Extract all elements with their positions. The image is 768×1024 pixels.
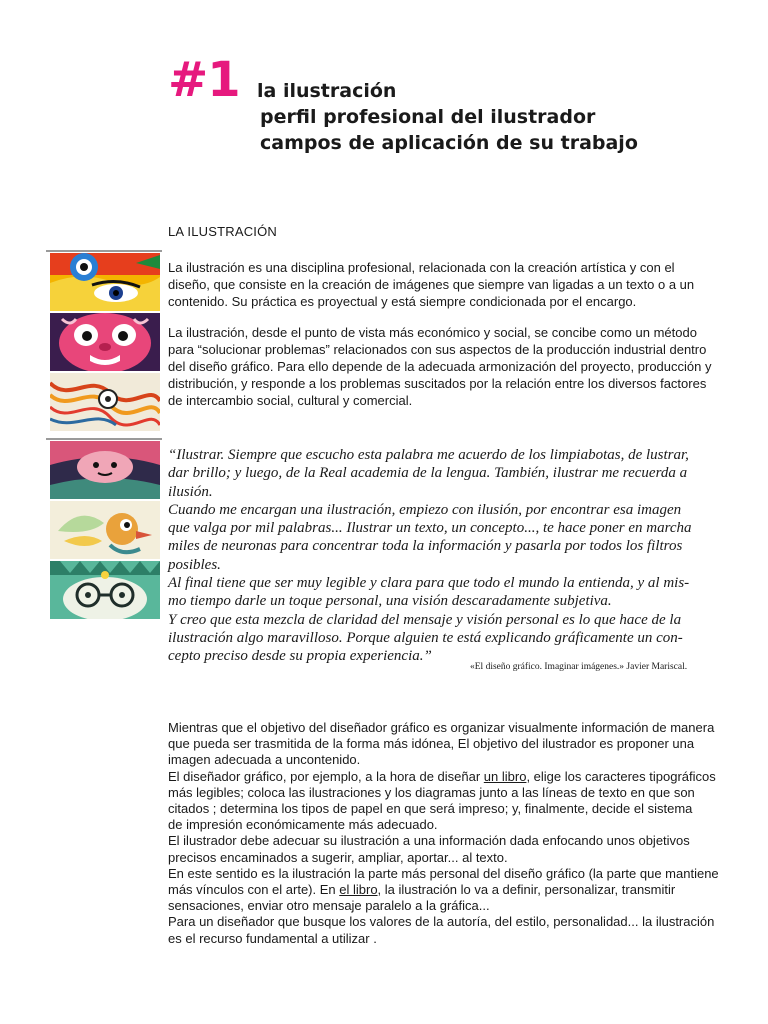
text-line: El ilustrador debe adecuar su ilustración a una información dada enfocando unos objetivos [168, 833, 690, 849]
divider-rule [46, 250, 162, 252]
text-line: distribución, y responde a los problemas suscitados por la relación entre los diversos factores [168, 376, 707, 391]
text-line: para “solucionar problemas” relacionados con sus aspectos de la producción industrial dentro [168, 342, 707, 357]
text-segment: , la ilustración lo va a definir, personalizar, transmitir [377, 882, 676, 898]
section-title: LA ILUSTRACIÓN [168, 224, 277, 239]
text-line: La ilustración es una disciplina profesional, relacionada con la creación artística y con el [168, 260, 675, 275]
text-line: precisos encaminados a sugerir, ampliar, aportar... al texto. [168, 849, 508, 865]
quote-line: Y creo que esta mezcla de claridad del mensaje y visión personal es lo que hace de la [168, 611, 682, 628]
quote-line: mo tiempo darle un toque personal, una visión descaradamente subjetiva. [168, 593, 612, 610]
header-line-1: la ilustración [257, 80, 397, 102]
text-line [168, 882, 728, 898]
text-line: Mientras que el objetivo del diseñador gráfico es organizar visualmente información de manera [168, 720, 715, 735]
quote-line: ilustración algo maravilloso. Porque alguien te está explicando gráficamente un con- [168, 629, 683, 646]
text-line: es el recurso fundamental a utilizar . [168, 930, 377, 946]
text-line: En este sentido es la ilustración la parte más personal del diseño gráfico (la parte que mantiene [168, 865, 719, 881]
illustration-thumbnail-mask-face [50, 313, 160, 371]
quote-citation: «El diseño gráfico. Imaginar imágenes.» Javier Mariscal. [470, 662, 688, 672]
quote-line: Al final tiene que ser muy legible y clara para que todo el mundo la entienda, y al mis- [168, 575, 690, 592]
illustration-thumbnail-glasses-face [50, 561, 160, 619]
quote-line: miles de neuronas para concentrar toda la información y pasarla por todos los filtros [168, 538, 683, 555]
quote-line: posibles. [168, 556, 221, 573]
header-line-2: perfil profesional del ilustrador [260, 106, 596, 128]
mariscal-quote [168, 446, 728, 666]
text-line: citados ; determina los tipos de papel en que será impreso; y, finalmente, decide el sistema [168, 801, 693, 817]
divider-rule [46, 438, 162, 440]
illustration-thumbnail-tangle [50, 373, 160, 431]
un-libro-link[interactable]: un libro [483, 768, 527, 784]
quote-line: ilusión. [168, 483, 213, 500]
illustration-thumbnail-bird [50, 501, 160, 559]
text-line: más legibles; coloca las ilustraciones y los diagramas junto a las líneas de texto en que son [168, 784, 695, 800]
intro-paragraph-2 [168, 324, 718, 409]
text-line: de impresión económicamente más adecuado. [168, 817, 438, 833]
text-line: sensaciones, enviar otro mensaje paralelo a la gráfica... [168, 898, 490, 914]
text-line: La ilustración, desde el punto de vista más económico y social, se concibe como un método [168, 325, 697, 340]
text-line: que pueda ser trasmitida de la forma más idónea, El objetivo del ilustrador es proponer una [168, 736, 695, 752]
text-line: de intercambio social, cultural y comercial. [168, 393, 413, 408]
illustration-thumbnail-upside-face [50, 441, 160, 499]
intro-paragraph-1 [168, 259, 718, 310]
header-line-3: campos de aplicación de su trabajo [260, 132, 638, 154]
illustration-thumbnail-eye [50, 253, 160, 311]
quote-line: dar brillo; y luego, de la Real academia de la lengua. También, ilustrar me recuerda a [168, 465, 688, 482]
quote-line: “Ilustrar. Siempre que escucho esta palabra me acuerdo de los limpiabotas, de lustrar, [168, 447, 689, 463]
text-line: del diseño gráfico. Para ello depende de la adecuada armonización del proyecto, producción y [168, 359, 712, 374]
text-line [168, 769, 728, 785]
el-libro-link[interactable]: el libro [339, 882, 378, 898]
quote-line: que valga por mil palabras... Ilustrar un texto, un concepto..., te hace poner en marcha [168, 520, 692, 537]
text-line: diseño, que consiste en la creación de imágenes que siempre van ligadas a un texto o a un [168, 277, 695, 292]
chapter-number: #1 [168, 52, 240, 108]
text-segment: , elige los caracteres tipográficos [526, 768, 716, 784]
text-line: Para un diseñador que busque los valores de la autoría, del estilo, personalidad... la ilustración [168, 914, 715, 930]
text-line: contenido. Su práctica es proyectual y está siempre condicionada por el encargo. [168, 294, 637, 309]
text-segment: más vínculos con el arte). En [168, 882, 340, 898]
body-text [168, 720, 728, 947]
text-segment: El diseñador gráfico, por ejemplo, a la hora de diseñar [168, 768, 484, 784]
text-line: imagen adecuada a uncontenido. [168, 752, 361, 768]
quote-line: Cuando me encargan una ilustración, empiezo con ilusión, por encontrar esa imagen [168, 501, 682, 518]
quote-line: cepto preciso desde su propia experiencia.” [168, 648, 432, 665]
